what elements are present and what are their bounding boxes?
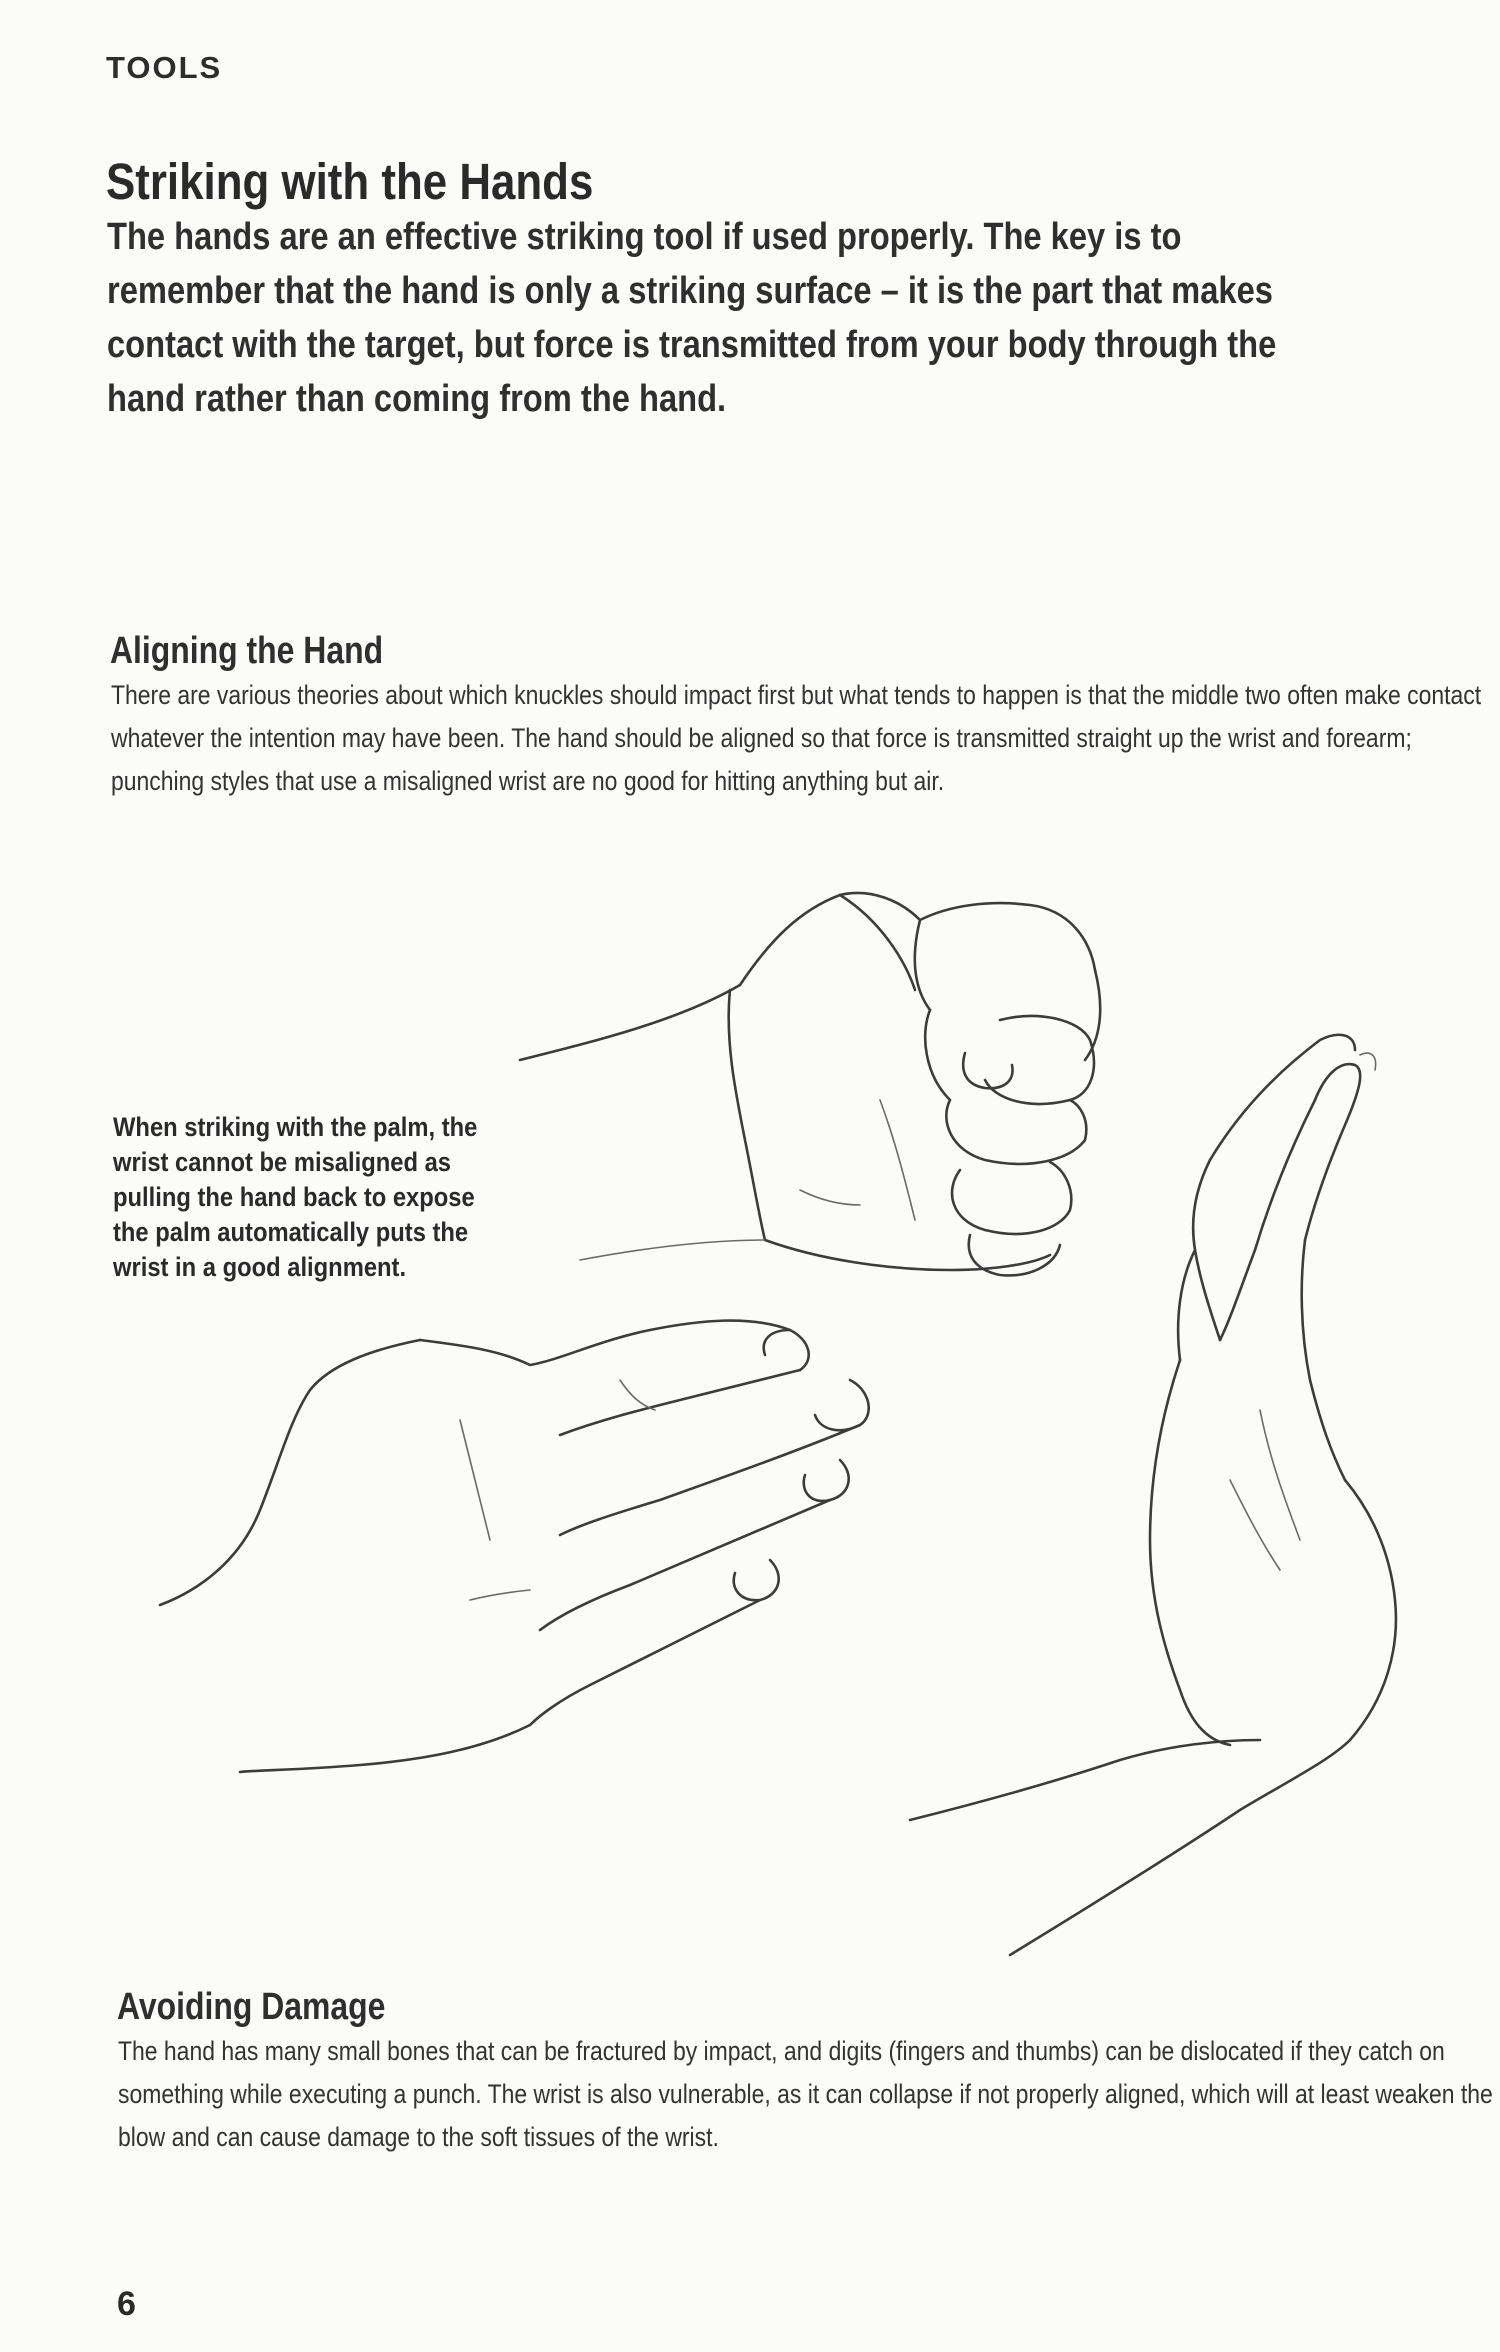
- palm-drawing: [160, 1321, 869, 1772]
- section-label: TOOLS: [106, 50, 223, 85]
- page-title: Striking with the Hands: [106, 153, 594, 210]
- aligning-paragraph: There are various theories about which knuckles should impact first but what tends to happen is that the middle two often make contact whatever the intention may have been. The hand should be aligned so that force is transmitted straight up the wrist and forearm; punching styles that use a misaligned wrist are no good for hitting anything but air.: [111, 680, 1482, 796]
- open-hand-drawing: [910, 1035, 1396, 1955]
- hand-strikes-illustration: [0, 860, 1500, 1980]
- avoiding-paragraph: The hand has many small bones that can be fractured by impact, and digits (fingers and thumbs) can be dislocated if they catch on something while executing a punch. The wrist is also vulnerable, as it can collapse if not properly aligned, which will at least weaken the blow and can cause damage to the soft tissues of the wrist.: [118, 2036, 1493, 2152]
- palm-strike-caption: When striking with the palm, the wrist cannot be misaligned as pulling the hand back to expose the palm automatically puts the wrist in a good alignment.: [113, 1112, 478, 1282]
- aligning-heading: Aligning the Hand: [110, 630, 384, 672]
- fist-drawing: [520, 893, 1100, 1275]
- page-number: 6: [117, 2285, 136, 2323]
- intro-paragraph: The hands are an effective striking tool if used properly. The key is to remember that the hand is only a striking surface – it is the part that makes contact with the target, but force is transmitted from your body through the hand rather than coming from the hand.: [107, 216, 1277, 420]
- avoiding-heading: Avoiding Damage: [117, 1986, 386, 2028]
